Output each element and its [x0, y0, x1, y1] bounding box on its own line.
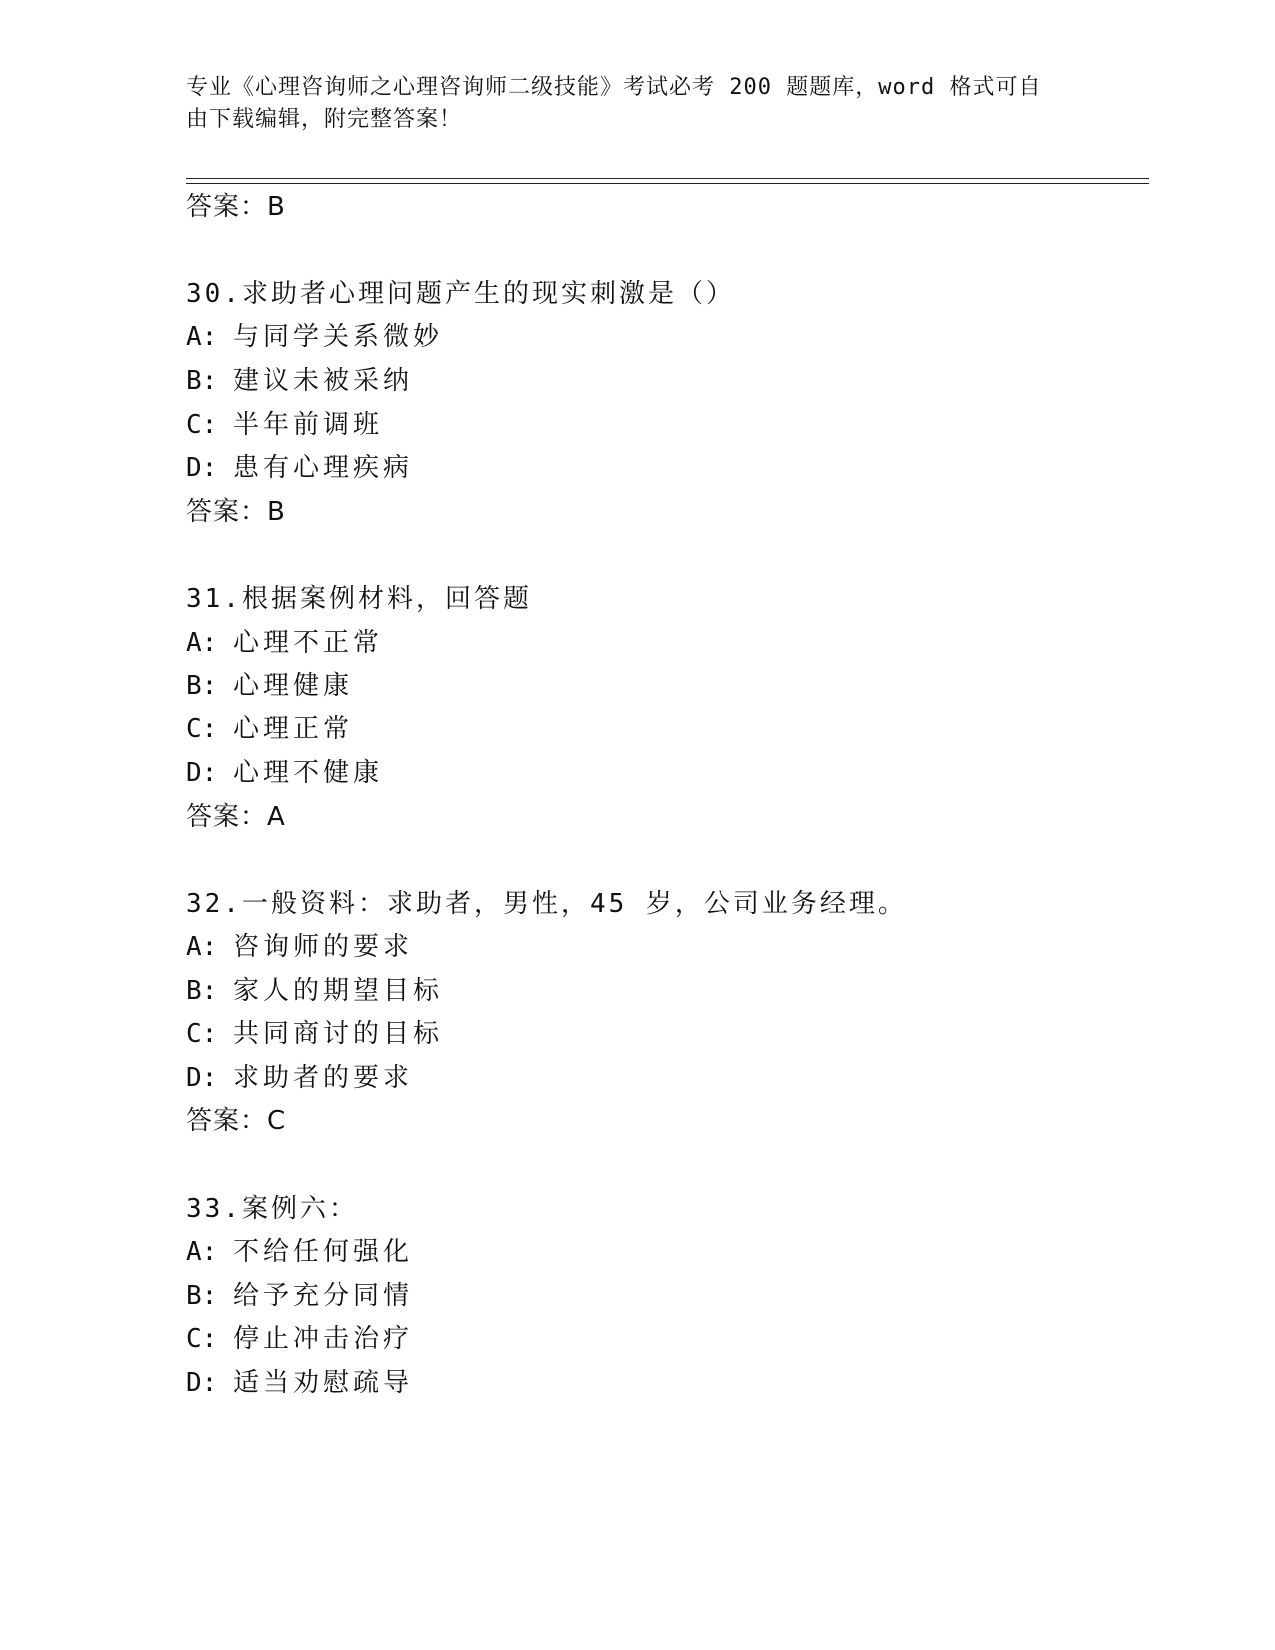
question-30-option-d: D: 患有心理疾病: [186, 453, 413, 483]
question-30-option-c: C: 半年前调班: [186, 410, 383, 440]
question-33-option-c: C: 停止冲击治疗: [186, 1324, 413, 1354]
question-30-option-b: B: 建议未被采纳: [186, 366, 413, 396]
question-33-option-b: B: 给予充分同情: [186, 1281, 413, 1311]
header-divider-bottom: [186, 183, 1149, 184]
header-line-2: 由下载编辑，附完整答案！: [186, 107, 463, 132]
question-33-title: 33.案例六：: [186, 1194, 358, 1224]
question-31-option-c: C: 心理正常: [186, 714, 353, 744]
header-divider-top: [186, 178, 1149, 179]
question-32-answer: 答案：C: [186, 1106, 287, 1136]
question-33-option-a: A: 不给任何强化: [186, 1237, 413, 1267]
question-31-title: 31.根据案例材料，回答题: [186, 584, 532, 614]
question-32-option-c: C: 共同商讨的目标: [186, 1019, 443, 1049]
header-line-1: 专业《心理咨询师之心理咨询师二级技能》考试必考 200 题题库，word 格式可自: [186, 75, 1042, 100]
question-32-title: 32.一般资料：求助者，男性，45 岁，公司业务经理。: [186, 889, 907, 919]
question-32-option-a: A: 咨询师的要求: [186, 932, 413, 962]
question-33-option-d: D: 适当劝慰疏导: [186, 1368, 413, 1398]
question-31-option-b: B: 心理健康: [186, 671, 353, 701]
question-30-title: 30.求助者心理问题产生的现实刺激是（）: [186, 279, 735, 309]
document-header: [186, 72, 1066, 136]
question-32-option-b: B: 家人的期望目标: [186, 976, 443, 1006]
question-30-option-a: A: 与同学关系微妙: [186, 322, 443, 352]
question-31-option-d: D: 心理不健康: [186, 758, 383, 788]
question-31-option-a: A: 心理不正常: [186, 628, 383, 658]
previous-answer: 答案：B: [186, 192, 286, 222]
question-32-option-d: D: 求助者的要求: [186, 1063, 413, 1093]
question-31-answer: 答案：A: [186, 802, 286, 832]
question-30-answer: 答案：B: [186, 497, 286, 527]
